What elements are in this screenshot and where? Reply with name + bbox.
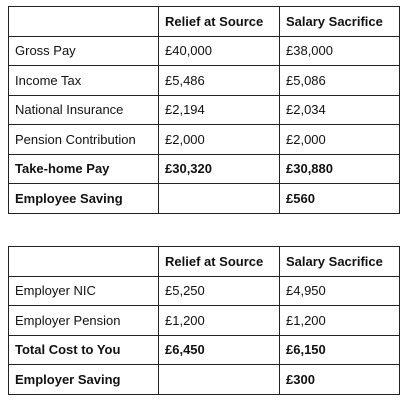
salary-sacrifice-value: £38,000 bbox=[280, 36, 400, 66]
employee-comparison-table bbox=[8, 6, 400, 214]
salary-sacrifice-value: £300 bbox=[280, 365, 400, 395]
salary-sacrifice-value: £2,034 bbox=[280, 95, 400, 125]
salary-sacrifice-value: £6,150 bbox=[280, 335, 400, 365]
row-label: Take-home Pay bbox=[9, 154, 159, 184]
relief-at-source-value: £2,194 bbox=[159, 95, 280, 125]
table-row-total bbox=[9, 335, 400, 365]
header-cell-empty bbox=[9, 247, 159, 277]
table-header-row bbox=[9, 7, 400, 37]
header-salary-sacrifice: Salary Sacrifice bbox=[280, 7, 400, 37]
row-label: Gross Pay bbox=[9, 36, 159, 66]
header-cell-empty bbox=[9, 7, 159, 37]
salary-sacrifice-value: £4,950 bbox=[280, 276, 400, 306]
row-label: Income Tax bbox=[9, 66, 159, 96]
relief-at-source-value bbox=[159, 184, 280, 214]
row-label: Pension Contribution bbox=[9, 125, 159, 155]
relief-at-source-value: £2,000 bbox=[159, 125, 280, 155]
table-row bbox=[9, 276, 400, 306]
row-label: Employer Pension bbox=[9, 306, 159, 336]
relief-at-source-value: £40,000 bbox=[159, 36, 280, 66]
salary-sacrifice-value: £1,200 bbox=[280, 306, 400, 336]
table-row bbox=[9, 125, 400, 155]
header-salary-sacrifice: Salary Sacrifice bbox=[280, 247, 400, 277]
relief-at-source-value: £5,486 bbox=[159, 66, 280, 96]
row-label: Total Cost to You bbox=[9, 335, 159, 365]
row-label: Employee Saving bbox=[9, 184, 159, 214]
table-header-row bbox=[9, 247, 400, 277]
salary-sacrifice-value: £560 bbox=[280, 184, 400, 214]
table-row-saving bbox=[9, 365, 400, 395]
header-relief-at-source: Relief at Source bbox=[159, 7, 280, 37]
relief-at-source-value: £5,250 bbox=[159, 276, 280, 306]
relief-at-source-value: £6,450 bbox=[159, 335, 280, 365]
salary-sacrifice-value: £5,086 bbox=[280, 66, 400, 96]
table-row bbox=[9, 95, 400, 125]
header-relief-at-source: Relief at Source bbox=[159, 247, 280, 277]
row-label: Employer NIC bbox=[9, 276, 159, 306]
row-label: Employer Saving bbox=[9, 365, 159, 395]
table-row bbox=[9, 66, 400, 96]
table-row-total bbox=[9, 154, 400, 184]
row-label: National Insurance bbox=[9, 95, 159, 125]
relief-at-source-value: £30,320 bbox=[159, 154, 280, 184]
salary-sacrifice-value: £2,000 bbox=[280, 125, 400, 155]
relief-at-source-value bbox=[159, 365, 280, 395]
table-row bbox=[9, 36, 400, 66]
salary-sacrifice-value: £30,880 bbox=[280, 154, 400, 184]
employer-comparison-table bbox=[8, 246, 400, 395]
relief-at-source-value: £1,200 bbox=[159, 306, 280, 336]
table-row-saving bbox=[9, 184, 400, 214]
table-row bbox=[9, 306, 400, 336]
